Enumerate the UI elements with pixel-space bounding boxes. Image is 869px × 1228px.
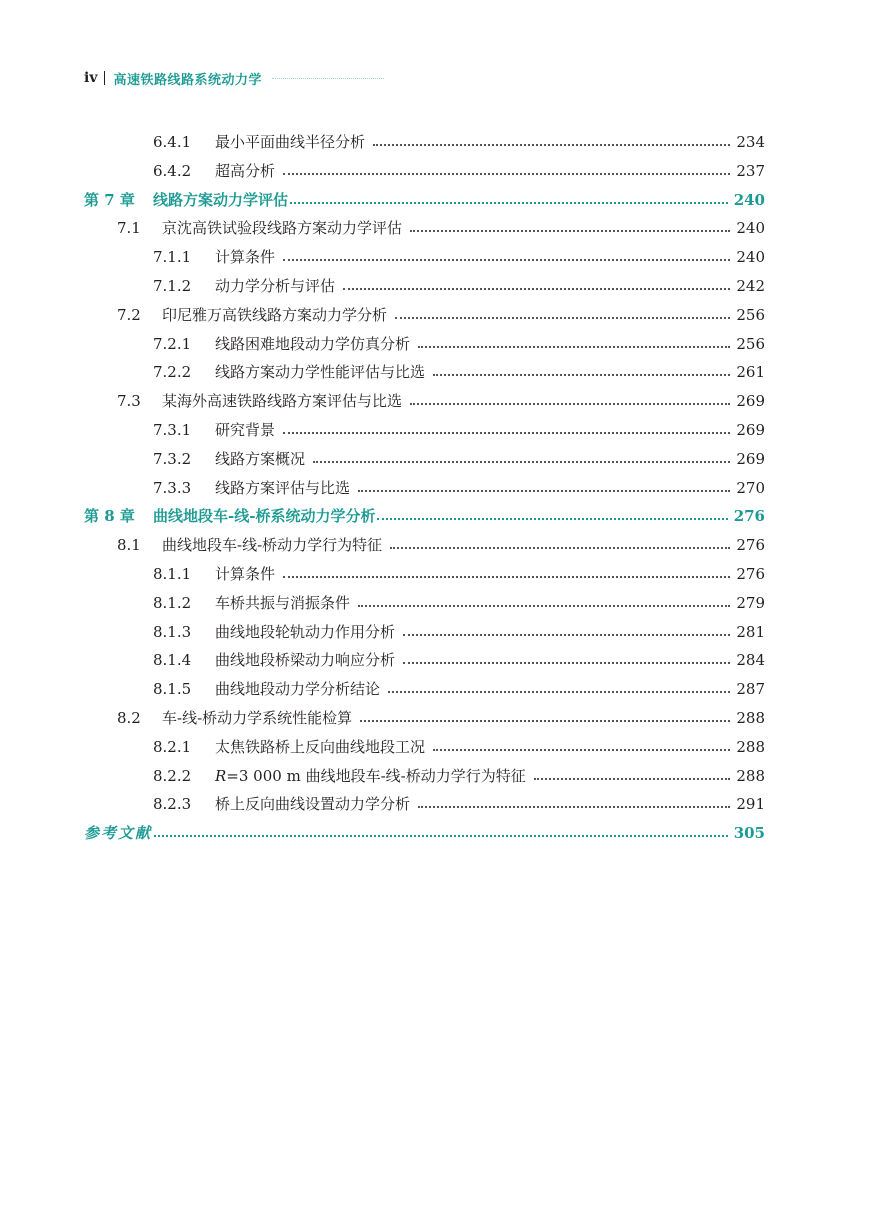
toc-entry-body	[162, 704, 765, 732]
toc-entry-body	[215, 560, 765, 588]
toc-subsection-entry[interactable]	[0, 560, 869, 588]
toc-subsection-entry[interactable]	[0, 445, 869, 473]
toc-page-number: 305	[733, 824, 765, 843]
toc-dot-leader	[290, 202, 728, 204]
toc-entry-title: 京沈高铁试验段线路方案动力学评估	[162, 219, 403, 238]
toc-entry-number: 8.2	[117, 709, 141, 727]
toc-dot-leader	[403, 662, 730, 664]
toc-entry-title: 计算条件	[215, 248, 276, 267]
toc-page-number: 276	[736, 565, 765, 583]
toc-entry-number: 7.3	[117, 392, 141, 411]
toc-entry-number: 8.1.3	[153, 622, 192, 641]
toc-subsection-entry[interactable]	[0, 762, 869, 790]
toc-entry-number: 第 7 章	[84, 190, 135, 209]
toc-dot-leader	[283, 173, 730, 175]
toc-entry-number: 7.1.2	[153, 277, 192, 295]
toc-entry-title: 参考文献	[84, 824, 153, 843]
toc-entry-number: 第 8 章	[84, 507, 135, 526]
toc-entry-number: 8.1.4	[153, 651, 192, 670]
toc-section-entry[interactable]	[0, 531, 869, 559]
toc-page-number: 287	[736, 680, 765, 699]
toc-page-number: 279	[736, 593, 765, 612]
toc-page-number: 240	[736, 219, 765, 238]
header-book-title: 高速铁路线路系统动力学	[113, 72, 262, 88]
toc-page-number: 276	[733, 507, 765, 526]
toc-entry-title: 曲线地段车-线-桥系统动力学分析	[153, 507, 376, 526]
toc-subsection-entry[interactable]	[0, 272, 869, 300]
toc-page-number: 284	[736, 651, 765, 670]
toc-entry-body	[215, 128, 765, 156]
toc-entry-number: 7.2.1	[153, 334, 192, 353]
toc-entry-body	[215, 358, 765, 386]
toc-dot-leader	[433, 749, 730, 751]
toc-chapter-entry[interactable]	[0, 186, 869, 214]
toc-entry-title: 车桥共振与消振条件	[215, 593, 351, 612]
toc-dot-leader	[358, 605, 730, 607]
toc-entry-body	[215, 733, 765, 761]
toc-subsection-entry[interactable]	[0, 330, 869, 358]
toc-dot-leader	[283, 576, 730, 578]
toc-entry-title: 线路困难地段动力学仿真分析	[215, 334, 411, 353]
toc-dot-leader	[433, 374, 730, 376]
toc-page-number: 291	[736, 795, 765, 814]
toc-page-number: 242	[736, 277, 765, 295]
toc-chapter-entry[interactable]	[0, 502, 869, 530]
toc-entry-body	[162, 301, 765, 329]
toc-section-entry[interactable]	[0, 214, 869, 242]
toc-entry-body	[215, 243, 765, 271]
header-dotted-rule	[272, 78, 384, 79]
toc-dot-leader	[418, 806, 730, 808]
toc-page-number: 269	[736, 421, 765, 439]
toc-entry-number: 6.4.2	[153, 161, 192, 180]
toc-entry-title: 曲线地段轮轨动力作用分析	[215, 622, 396, 641]
toc-page-number: 276	[736, 536, 765, 555]
toc-entry-title: 某海外高速铁路线路方案评估与比选	[162, 392, 403, 411]
toc-dot-leader	[283, 259, 730, 261]
toc-dot-leader	[343, 288, 730, 290]
toc-entry-body	[215, 646, 765, 674]
toc-subsection-entry[interactable]	[0, 733, 869, 761]
toc-subsection-entry[interactable]	[0, 243, 869, 271]
toc-page-number: 237	[736, 161, 765, 180]
toc-entry-number: 7.3.1	[153, 421, 192, 439]
toc-dot-leader	[388, 691, 730, 693]
toc-entry-title: 曲线地段车-线-桥动力学行为特征	[162, 536, 383, 555]
toc-entry-title: 车-线-桥动力学系统性能检算	[162, 709, 353, 727]
toc-subsection-entry[interactable]	[0, 790, 869, 818]
toc-entry-body	[215, 445, 765, 473]
toc-entry-number: 7.2	[117, 305, 141, 324]
toc-page-number: 288	[736, 766, 765, 785]
running-header	[84, 68, 384, 88]
toc-dot-leader	[360, 720, 730, 722]
toc-entry-body	[162, 387, 765, 415]
header-separator	[104, 71, 105, 85]
toc-entry-body	[153, 502, 765, 530]
toc-entry-number: 8.2.2	[153, 766, 192, 785]
toc-page-number: 269	[736, 392, 765, 411]
toc-entry-number: 8.1.5	[153, 680, 192, 699]
toc-dot-leader	[313, 461, 730, 463]
toc-entry-number: 7.3.2	[153, 449, 192, 468]
toc-entry-title: 线路方案动力学性能评估与比选	[215, 363, 426, 382]
toc-subsection-entry[interactable]	[0, 474, 869, 502]
toc-dot-leader	[410, 230, 730, 232]
toc-dot-leader	[283, 432, 730, 434]
toc-subsection-entry[interactable]	[0, 618, 869, 646]
toc-entry-title: 计算条件	[215, 565, 276, 583]
toc-entry-title: 动力学分析与评估	[215, 277, 336, 295]
toc-entry-body	[215, 416, 765, 444]
toc-subsection-entry[interactable]	[0, 358, 869, 386]
toc-page-number: 240	[733, 190, 765, 209]
toc-dot-leader	[410, 403, 730, 405]
toc-entry-title: 线路方案评估与比选	[215, 478, 351, 497]
toc-section-entry[interactable]	[0, 387, 869, 415]
toc-subsection-entry[interactable]	[0, 128, 869, 156]
toc-entry-body	[215, 272, 765, 300]
toc-section-entry[interactable]	[0, 704, 869, 732]
toc-entry-number: 8.1.2	[153, 593, 192, 612]
toc-page-number: 256	[736, 334, 765, 353]
toc-entry-number: 7.2.2	[153, 363, 192, 382]
toc-dot-leader	[358, 490, 730, 492]
toc-entry-title: 研究背景	[215, 421, 276, 439]
toc-page-number: 288	[736, 709, 765, 727]
toc-subsection-entry[interactable]	[0, 416, 869, 444]
toc-entry-title: R=3 000 m 曲线地段车-线-桥动力学行为特征	[215, 766, 526, 785]
toc-page-number: 256	[736, 305, 765, 324]
toc-entry-body	[162, 214, 765, 242]
toc-dot-leader	[403, 634, 730, 636]
toc-entry-number: 7.1.1	[153, 248, 192, 267]
toc-subsection-entry[interactable]	[0, 646, 869, 674]
toc-entry-body	[215, 618, 765, 646]
toc-entry-number: 8.2.3	[153, 795, 192, 814]
toc-entry-title: 曲线地段桥梁动力响应分析	[215, 651, 396, 670]
toc-subsection-entry[interactable]	[0, 157, 869, 185]
toc-entry-title: 超高分析	[215, 161, 276, 180]
toc-entry-number: 6.4.1	[153, 133, 192, 151]
toc-page-number: 240	[736, 248, 765, 267]
toc-dot-leader	[373, 144, 730, 146]
toc-entry-number: 8.2.1	[153, 737, 192, 756]
toc-page-number: 261	[736, 363, 765, 382]
toc-entry-title: 桥上反向曲线设置动力学分析	[215, 795, 411, 814]
toc-dot-leader	[154, 835, 728, 837]
toc-references-entry[interactable]	[0, 819, 869, 847]
toc-entry-title: 太焦铁路桥上反向曲线地段工况	[215, 737, 426, 756]
toc-entry-body	[84, 819, 765, 847]
toc-entry-body	[215, 474, 765, 502]
toc-subsection-entry[interactable]	[0, 675, 869, 703]
toc-entry-number: 8.1	[117, 536, 141, 555]
toc-entry-body	[215, 589, 765, 617]
toc-page-number: 288	[736, 737, 765, 756]
toc-entry-number: 8.1.1	[153, 565, 192, 583]
toc-entry-body	[215, 762, 765, 790]
toc-dot-leader	[534, 778, 731, 780]
toc-page-number: 281	[736, 622, 765, 641]
toc-dot-leader	[377, 518, 727, 520]
toc-entry-title: 线路方案概况	[215, 449, 306, 468]
toc-subsection-entry[interactable]	[0, 589, 869, 617]
toc-dot-leader	[390, 547, 730, 549]
toc-section-entry[interactable]	[0, 301, 869, 329]
toc-entry-title: 印尼雅万高铁线路方案动力学分析	[162, 305, 388, 324]
toc-dot-leader	[395, 317, 730, 319]
toc-entry-body	[215, 330, 765, 358]
toc-dot-leader	[418, 346, 730, 348]
toc-entry-body	[162, 531, 765, 559]
toc-entry-number: 7.1	[117, 219, 141, 238]
toc-page-number: 234	[736, 133, 765, 151]
toc-entry-title: 最小平面曲线半径分析	[215, 133, 366, 151]
toc-page-number: 269	[736, 449, 765, 468]
toc-entry-body	[215, 790, 765, 818]
toc-entry-body	[215, 157, 765, 185]
toc-entry-body	[153, 186, 765, 214]
toc-entry-number: 7.3.3	[153, 478, 192, 497]
toc-page-number: 270	[736, 478, 765, 497]
header-page-number: iv	[84, 70, 98, 86]
toc-entry-title: 曲线地段动力学分析结论	[215, 680, 381, 699]
toc-entry-body	[215, 675, 765, 703]
toc-entry-title: 线路方案动力学评估	[153, 190, 289, 209]
